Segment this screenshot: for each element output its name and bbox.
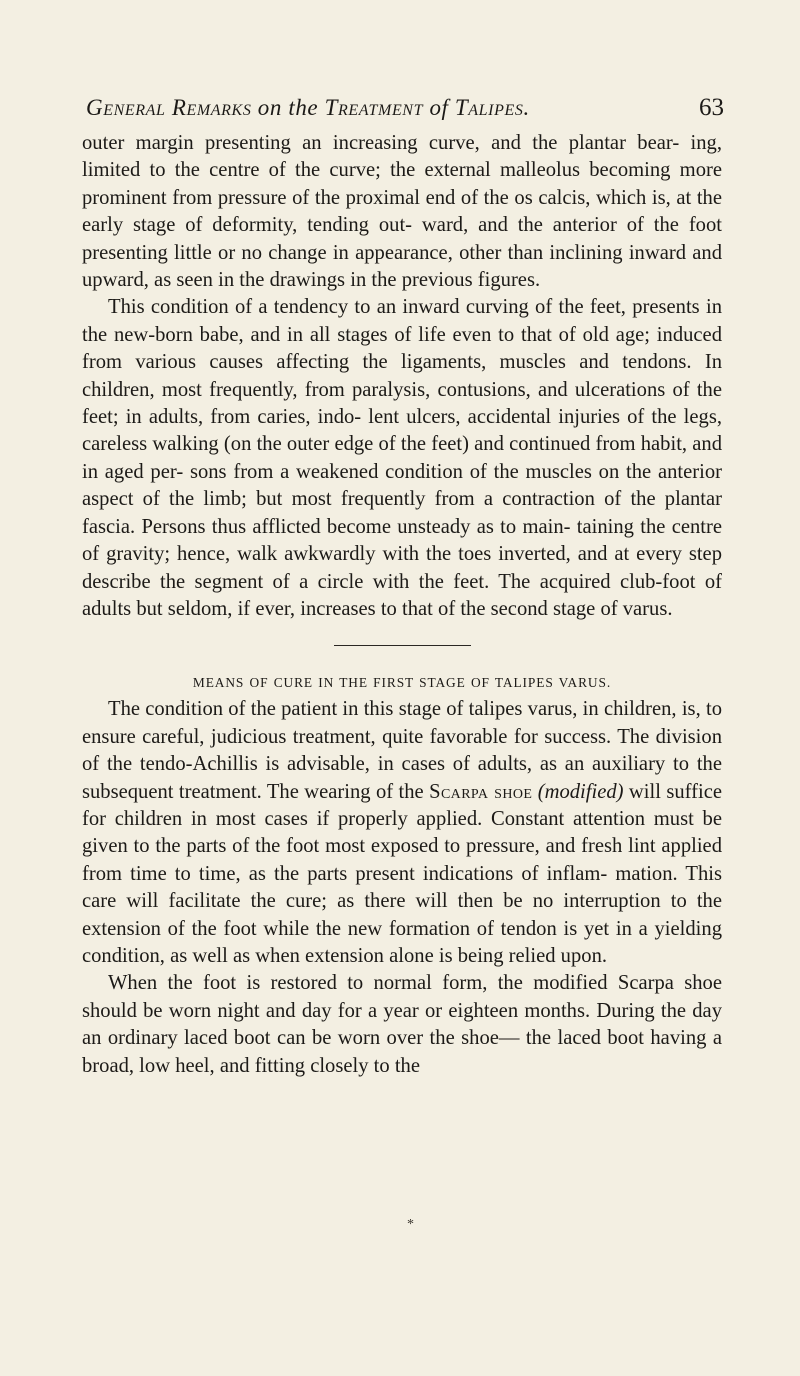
page-number: 63 <box>699 94 724 121</box>
running-title-word: Talipes. <box>454 95 530 120</box>
section-heading: MEANS OF CURE IN THE FIRST STAGE OF TALIPES VARUS. <box>192 675 612 691</box>
paragraph-means-of-cure <box>82 696 722 970</box>
running-title-word: of <box>429 95 449 120</box>
modified-term: (modified) <box>537 780 624 803</box>
signature-mark: * <box>407 1217 414 1232</box>
section-divider <box>334 645 471 646</box>
body-text <box>82 130 722 1080</box>
running-title-word: on the <box>257 95 319 120</box>
paragraph-restoration: When the foot is restored to normal form, the modified Scarpa shoe should be worn night and day for a year or eighteen months. During the day an ordinary laced boot can be worn over the shoe— the laced boot having a broad, low heel, and fitting closely to the <box>82 972 722 1077</box>
running-head <box>86 88 724 128</box>
paragraph-condition: This condition of a tendency to an inward curving of the feet, presents in the new-born babe, and in all stages of life even to that of old age; induced from various causes affecting the ligaments, muscles and tendons. In children, most frequently, from paralysis, contusions, and ulcerations of the feet; in adults, from caries, indo- lent ulcers, accidental injuries of the legs, careless walking (on the outer edge of the feet) and continued from habit, and in aged per- sons from a weakened condition of the muscles on the anterior aspect of the limb; but most frequently from a contraction of the plantar fascia. Persons thus afflicted become unsteady as to main- taining the centre of gravity; hence, walk awkwardly with the toes inverted, and at every step describe the segment of a circle with the feet. The acquired club-foot of adults but seldom, if ever, increases to that of the second stage of varus. <box>82 296 722 620</box>
running-title-word: Remarks <box>171 95 252 120</box>
paragraph-continued: outer margin presenting an increasing curve, and the plantar bear- ing, limited to the centre of the curve; the external malleolus becoming more prominent from pressure of the proximal end of the os calcis, which is, at the early stage of deformity, tending out- ward, and the anterior of the foot presenting little or no change in appearance, other than inclining inward and upward, as seen in the drawings in the previous figures. <box>82 132 722 292</box>
running-title-word: General <box>86 95 166 120</box>
running-title-word: Treatment <box>324 95 424 120</box>
paragraph-text: The condition of the patient in this stage of talipes varus, in children, is, to ensure careful, judicious treatment, quite favorable for success. The division of the tendo-Achillis is advisable, in cases of adults, as an auxiliary to the subsequent treatment. The wearing of the <box>82 698 722 803</box>
paragraph-text: will suffice for children in most cases if properly applied. Constant attention must be given to the parts of the foot most exposed to pressure, and fresh lint applied from time to time, as the parts present indications of inflam- mation. This care will facilitate the cure; as there will then be no interruption to the extension of the foot while the new formation of tendon is yet in a yielding condition, as well as when extension alone is being relied upon. <box>82 780 723 967</box>
running-title <box>86 88 530 128</box>
scarpa-shoe-term: Scarpa shoe <box>429 780 533 803</box>
